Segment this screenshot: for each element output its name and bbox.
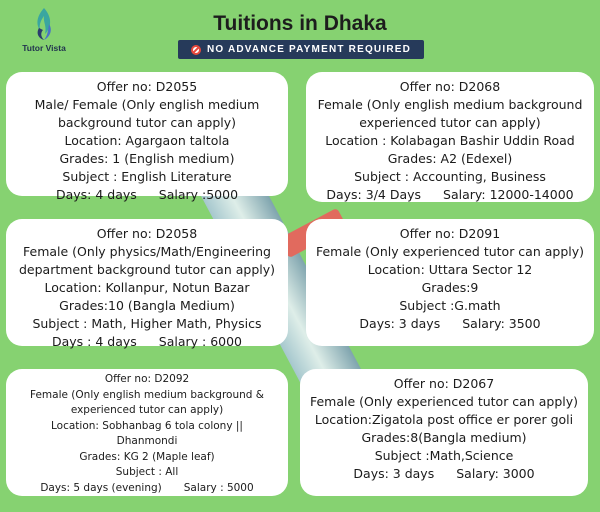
offer-card-d2058: [6, 219, 288, 349]
offer-days-salary: [306, 315, 594, 333]
offer-salary: Salary: 3000: [456, 466, 535, 481]
offer-card-d2092: [6, 369, 288, 496]
offer-grades: Grades: 1 (English medium): [59, 151, 235, 166]
offer-grades: Grades: A2 (Edexel): [387, 151, 513, 166]
offer-days-salary: [6, 186, 288, 204]
offer-line: Female (Only experienced tutor can apply): [309, 394, 579, 409]
page-title: Tuitions in Dhaka: [213, 12, 387, 35]
offer-grades: Grades:8(Bangla medium): [361, 430, 527, 445]
offer-line: Male/ Female (Only english medium: [34, 97, 260, 112]
offer-location: Location: Agargaon taltola: [64, 133, 230, 148]
offer-number: Offer no: D2055: [96, 79, 198, 94]
offer-card-d2067: [300, 369, 588, 496]
offer-subject: Subject : All: [115, 466, 179, 478]
offer-grades: Grades: KG 2 (Maple leaf): [79, 450, 215, 463]
offer-salary: Salary: 12000-14000: [443, 187, 574, 202]
offer-days-salary: [300, 465, 588, 483]
offer-days: Days: 5 days (evening): [40, 481, 162, 494]
offer-days: Days: 3 days: [353, 466, 435, 481]
offer-days: Days : 4 days: [51, 334, 137, 349]
offer-subject: Subject :G.math: [399, 298, 501, 313]
offer-line: Female (Only english medium background &: [30, 388, 264, 401]
offer-location: Location : Kolabagan Bashir Uddin Road: [325, 133, 575, 148]
offer-days-salary: [6, 333, 288, 351]
offer-subject: Subject : Accounting, Business: [354, 169, 546, 184]
offer-location: Location: Kollanpur, Notun Bazar: [44, 280, 250, 295]
offer-salary: Salary :5000: [158, 187, 239, 202]
offer-days: Days: 3 days: [359, 316, 441, 331]
offer-location: Location: Uttara Sector 12: [367, 262, 533, 277]
offer-card-d2091: [306, 219, 594, 346]
prohibited-icon: [191, 45, 201, 55]
offer-card-d2055: [6, 72, 288, 202]
banner-text: NO ADVANCE PAYMENT REQUIRED: [206, 44, 412, 55]
offer-salary: Salary: 3500: [462, 316, 541, 331]
offer-line: experienced tutor can apply): [359, 115, 541, 130]
offer-location-cont: Dhanmondi: [116, 435, 178, 447]
offer-location: Location: Sobhanbag 6 tola colony ||: [51, 419, 243, 432]
offer-subject: Subject :Math,Science: [374, 448, 514, 463]
offer-grades: Grades:9: [421, 280, 479, 295]
offer-number: Offer no: D2067: [393, 376, 495, 391]
offer-number: Offer no: D2091: [399, 226, 501, 241]
offer-location: Location:Zigatola post office er porer goli: [314, 412, 574, 427]
offer-days: Days: 4 days: [55, 187, 137, 202]
offer-subject: Subject : English Literature: [62, 169, 232, 184]
offer-number: Offer no: D2068: [399, 79, 501, 94]
offer-number: Offer no: D2058: [96, 226, 198, 241]
offer-days-salary: [306, 186, 594, 204]
logo-text: Tutor Vista: [22, 43, 66, 53]
offer-card-d2068: [306, 72, 594, 202]
offer-line: background tutor can apply): [57, 115, 237, 130]
offer-days: Days: 3/4 Days: [326, 187, 422, 202]
offer-grades: Grades:10 (Bangla Medium): [59, 298, 235, 313]
offer-line: Female (Only experienced tutor can apply): [315, 244, 585, 259]
offer-line: Female (Only english medium background: [317, 97, 583, 112]
offer-days-salary: [6, 481, 288, 497]
offer-line: experienced tutor can apply): [70, 404, 224, 416]
offer-line: department background tutor can apply): [18, 262, 276, 277]
offer-salary: Salary : 5000: [183, 481, 254, 494]
offer-line: Female (Only physics/Math/Engineering: [23, 244, 271, 259]
offer-subject: Subject : Math, Higher Math, Physics: [32, 316, 262, 331]
offer-number: Offer no: D2092: [104, 373, 190, 385]
no-advance-banner: [178, 40, 424, 59]
offer-salary: Salary : 6000: [158, 334, 243, 349]
